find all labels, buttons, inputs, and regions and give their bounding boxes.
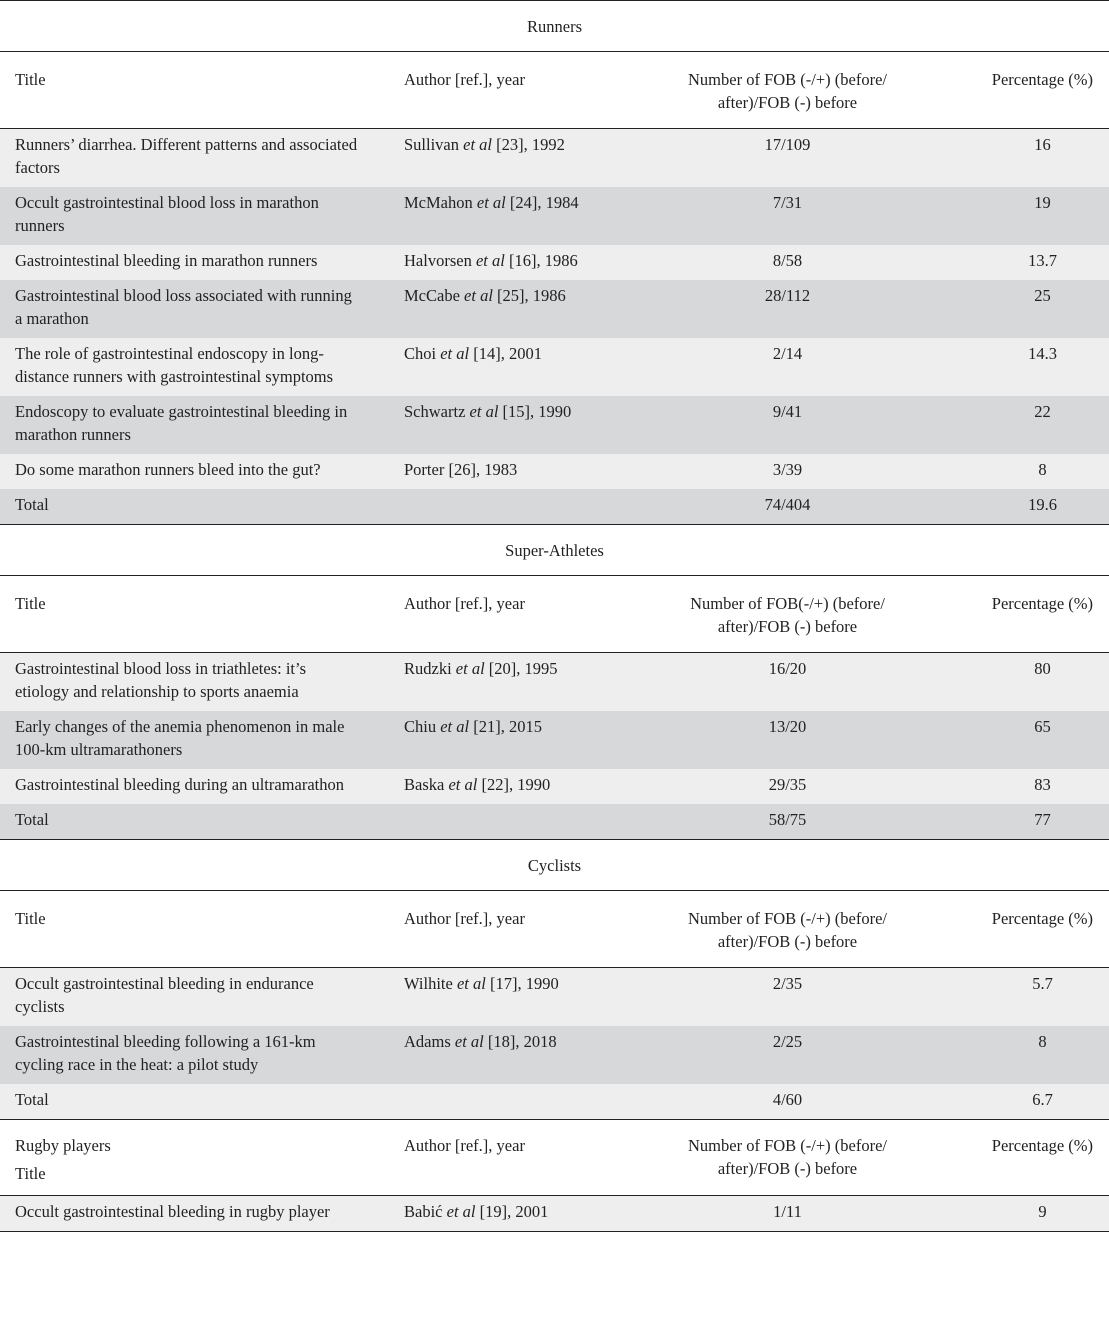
table-row <box>0 653 1109 712</box>
study-fob: 29/35 <box>639 769 936 804</box>
study-author: Choi et al [14], 2001 <box>389 338 639 396</box>
study-fob: 2/35 <box>639 968 936 1027</box>
study-percentage: 5.7 <box>936 968 1109 1027</box>
table-row <box>0 968 1109 1027</box>
study-percentage: 80 <box>936 653 1109 712</box>
header-row <box>0 52 1109 129</box>
study-title: Occult gastrointestinal bleeding in rugby player <box>0 1196 389 1232</box>
study-author: Baska et al [22], 1990 <box>389 769 639 804</box>
study-fob: 17/109 <box>639 129 936 188</box>
total-row <box>0 1084 1109 1120</box>
header-author: Author [ref.], year <box>389 1120 639 1196</box>
section-title: Runners <box>0 1 1109 52</box>
study-title: Occult gastrointestinal blood loss in marathon runners <box>0 187 389 245</box>
study-fob: 1/11 <box>639 1196 936 1232</box>
study-title: Early changes of the anemia phenomenon in male 100-km ultramarathoners <box>0 711 389 769</box>
header-fob: Number of FOB (-/+) (before/ after)/FOB (-) before <box>639 52 936 129</box>
study-title: The role of gastrointestinal endoscopy in long-distance runners with gastrointestinal symptoms <box>0 338 389 396</box>
total-fob: 4/60 <box>639 1084 936 1120</box>
study-percentage: 13.7 <box>936 245 1109 280</box>
study-percentage: 9 <box>936 1196 1109 1232</box>
study-title: Gastrointestinal blood loss in triathletes: it’s etiology and relationship to sports anaemia <box>0 653 389 712</box>
study-author: Chiu et al [21], 2015 <box>389 711 639 769</box>
table-row <box>0 769 1109 804</box>
study-title: Gastrointestinal bleeding in marathon runners <box>0 245 389 280</box>
study-title: Gastrointestinal blood loss associated with running a marathon <box>0 280 389 338</box>
study-percentage: 65 <box>936 711 1109 769</box>
header-title: Title <box>0 576 389 653</box>
table-row <box>0 454 1109 489</box>
section-row-cyclists <box>0 840 1109 891</box>
study-fob: 9/41 <box>639 396 936 454</box>
study-percentage: 83 <box>936 769 1109 804</box>
total-label: Total <box>0 1084 389 1120</box>
header-fob: Number of FOB(-/+) (before/ after)/FOB (-) before <box>639 576 936 653</box>
header-author: Author [ref.], year <box>389 576 639 653</box>
study-title: Runners’ diarrhea. Different patterns and associated factors <box>0 129 389 188</box>
total-row <box>0 489 1109 525</box>
section-title: Cyclists <box>0 840 1109 891</box>
section-title: Super-Athletes <box>0 525 1109 576</box>
table-row <box>0 280 1109 338</box>
study-percentage: 8 <box>936 1026 1109 1084</box>
total-percentage: 19.6 <box>936 489 1109 525</box>
study-author: Babić et al [19], 2001 <box>389 1196 639 1232</box>
study-fob: 7/31 <box>639 187 936 245</box>
study-title: Endoscopy to evaluate gastrointestinal bleeding in marathon runners <box>0 396 389 454</box>
table-row <box>0 1196 1109 1232</box>
table-row <box>0 245 1109 280</box>
total-fob: 74/404 <box>639 489 936 525</box>
header-fob: Number of FOB (-/+) (before/ after)/FOB (-) before <box>639 1120 936 1196</box>
study-percentage: 22 <box>936 396 1109 454</box>
study-fob: 28/112 <box>639 280 936 338</box>
total-percentage: 77 <box>936 804 1109 840</box>
table-row <box>0 338 1109 396</box>
study-percentage: 25 <box>936 280 1109 338</box>
header-percentage: Percentage (%) <box>936 1120 1109 1196</box>
table-row <box>0 711 1109 769</box>
section-row-super-athletes <box>0 525 1109 576</box>
study-author: Sullivan et al [23], 1992 <box>389 129 639 188</box>
header-row-rugby <box>0 1120 1109 1196</box>
header-title <box>0 1120 389 1196</box>
table-row <box>0 396 1109 454</box>
study-fob: 16/20 <box>639 653 936 712</box>
header-row <box>0 891 1109 968</box>
study-percentage: 19 <box>936 187 1109 245</box>
study-author: Porter [26], 1983 <box>389 454 639 489</box>
section-row-runners <box>0 1 1109 52</box>
header-percentage: Percentage (%) <box>936 576 1109 653</box>
study-author: Adams et al [18], 2018 <box>389 1026 639 1084</box>
study-author: McCabe et al [25], 1986 <box>389 280 639 338</box>
study-title: Do some marathon runners bleed into the gut? <box>0 454 389 489</box>
study-fob: 13/20 <box>639 711 936 769</box>
study-percentage: 14.3 <box>936 338 1109 396</box>
total-percentage: 6.7 <box>936 1084 1109 1120</box>
total-label: Total <box>0 804 389 840</box>
study-title: Gastrointestinal bleeding following a 161-km cycling race in the heat: a pilot study <box>0 1026 389 1084</box>
study-fob: 2/14 <box>639 338 936 396</box>
study-fob: 2/25 <box>639 1026 936 1084</box>
study-author: Wilhite et al [17], 1990 <box>389 968 639 1027</box>
table-row <box>0 129 1109 188</box>
header-percentage: Percentage (%) <box>936 891 1109 968</box>
study-title: Gastrointestinal bleeding during an ultramarathon <box>0 769 389 804</box>
header-percentage: Percentage (%) <box>936 52 1109 129</box>
header-title-label: Title <box>15 1164 46 1183</box>
header-title: Title <box>0 891 389 968</box>
header-author: Author [ref.], year <box>389 52 639 129</box>
header-row <box>0 576 1109 653</box>
study-fob: 8/58 <box>639 245 936 280</box>
table-row <box>0 1026 1109 1084</box>
total-label: Total <box>0 489 389 525</box>
study-percentage: 16 <box>936 129 1109 188</box>
study-author: Rudzki et al [20], 1995 <box>389 653 639 712</box>
total-fob: 58/75 <box>639 804 936 840</box>
study-author: McMahon et al [24], 1984 <box>389 187 639 245</box>
section-title: Rugby players <box>15 1136 111 1155</box>
header-fob: Number of FOB (-/+) (before/ after)/FOB (-) before <box>639 891 936 968</box>
header-author: Author [ref.], year <box>389 891 639 968</box>
total-row <box>0 804 1109 840</box>
study-author: Schwartz et al [15], 1990 <box>389 396 639 454</box>
header-title: Title <box>0 52 389 129</box>
table-row <box>0 187 1109 245</box>
study-fob: 3/39 <box>639 454 936 489</box>
study-title: Occult gastrointestinal bleeding in endurance cyclists <box>0 968 389 1027</box>
study-percentage: 8 <box>936 454 1109 489</box>
study-author: Halvorsen et al [16], 1986 <box>389 245 639 280</box>
